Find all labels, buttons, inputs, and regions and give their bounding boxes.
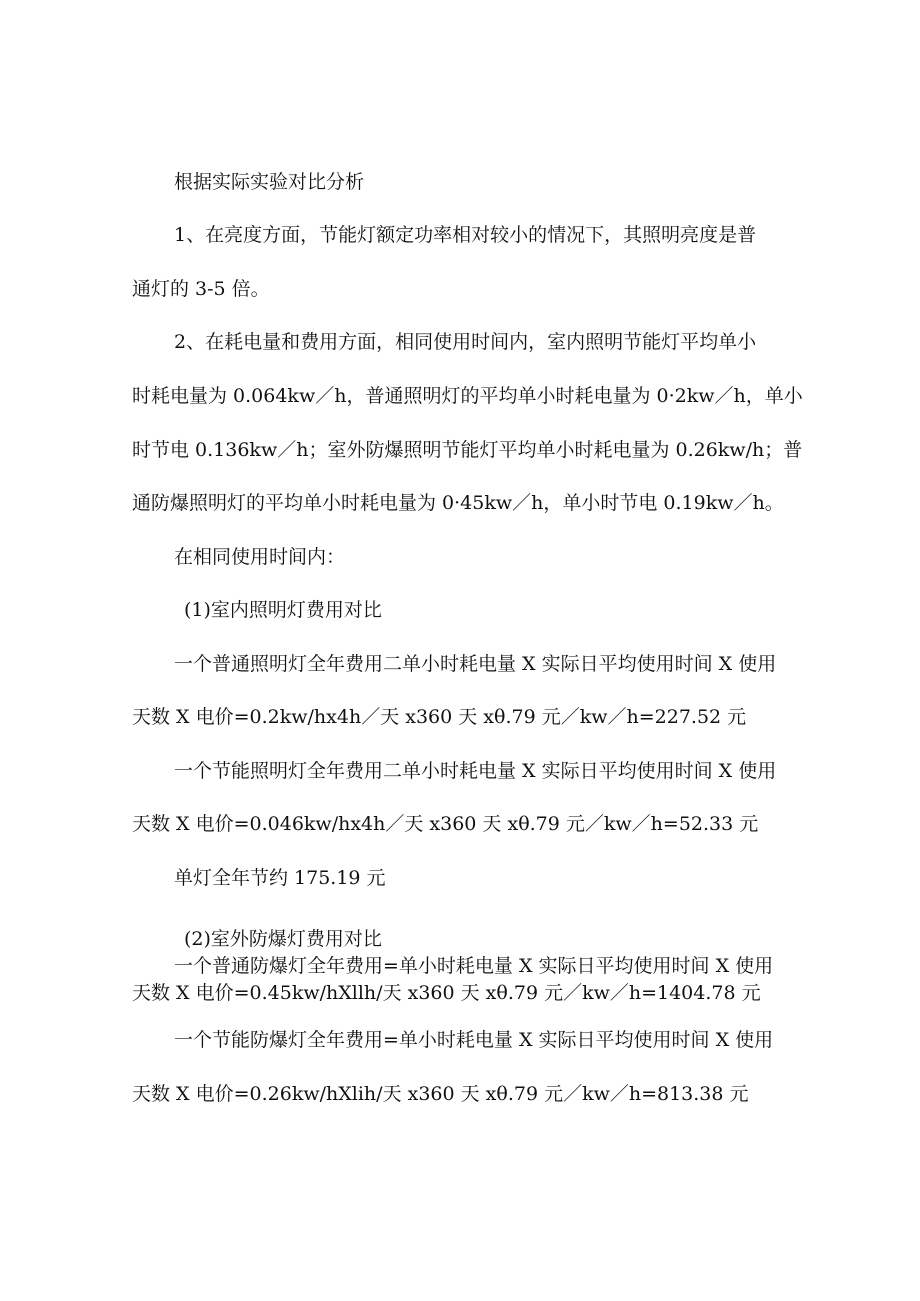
paragraph-line: 天数 X 电价=0.45kw/hXllh/天 x360 天 xθ.79 元／kw／h=1404.78 元	[132, 982, 761, 1004]
paragraph-line: 在相同使用时间内：	[174, 546, 346, 568]
paragraph-line: 时耗电量为 0.064kw／h，普通照明灯的平均单小时耗电量为 0·2kw／h，单小	[132, 385, 803, 407]
subsection-heading: (1)室内照明灯费用对比	[184, 599, 382, 621]
paragraph-line: 天数 X 电价=0.046kw/hx4h／天 x360 天 xθ.79 元／kw／h=52.33 元	[132, 813, 759, 835]
paragraph-line: 一个普通防爆灯全年费用=单小时耗电量 X 实际日平均使用时间 X 使用	[174, 955, 774, 977]
subsection-heading: (2)室外防爆灯费用对比	[184, 928, 382, 950]
paragraph-line: 天数 X 电价=0.26kw/hXlih/天 x360 天 xθ.79 元／kw／h=813.38 元	[132, 1083, 749, 1105]
paragraph-line: 通防爆照明灯的平均单小时耗电量为 0·45kw／h，单小时节电 0.19kw／h。	[132, 492, 784, 514]
paragraph-line: 单灯全年节约 175.19 元	[174, 867, 386, 889]
paragraph-line: 2、在耗电量和费用方面，相同使用时间内，室内照明节能灯平均单小	[174, 331, 757, 353]
paragraph-line: 天数 X 电价=0.2kw/hx4h／天 x360 天 xθ.79 元／kw／h=227.52 元	[132, 706, 747, 728]
paragraph-line: 通灯的 3-5 倍。	[132, 278, 270, 300]
paragraph-line: 一个普通照明灯全年费用二单小时耗电量 X 实际日平均使用时间 X 使用	[174, 653, 777, 675]
paragraph-line: 一个节能防爆灯全年费用=单小时耗电量 X 实际日平均使用时间 X 使用	[174, 1029, 774, 1051]
paragraph-line: 时节电 0.136kw／h；室外防爆照明节能灯平均单小时耗电量为 0.26kw/h；普	[132, 439, 803, 461]
paragraph-line: 1、在亮度方面，节能灯额定功率相对较小的情况下，其照明亮度是普	[174, 224, 757, 246]
paragraph-line: 一个节能照明灯全年费用二单小时耗电量 X 实际日平均使用时间 X 使用	[174, 760, 777, 782]
section-heading: 根据实际实验对比分析	[174, 171, 365, 193]
